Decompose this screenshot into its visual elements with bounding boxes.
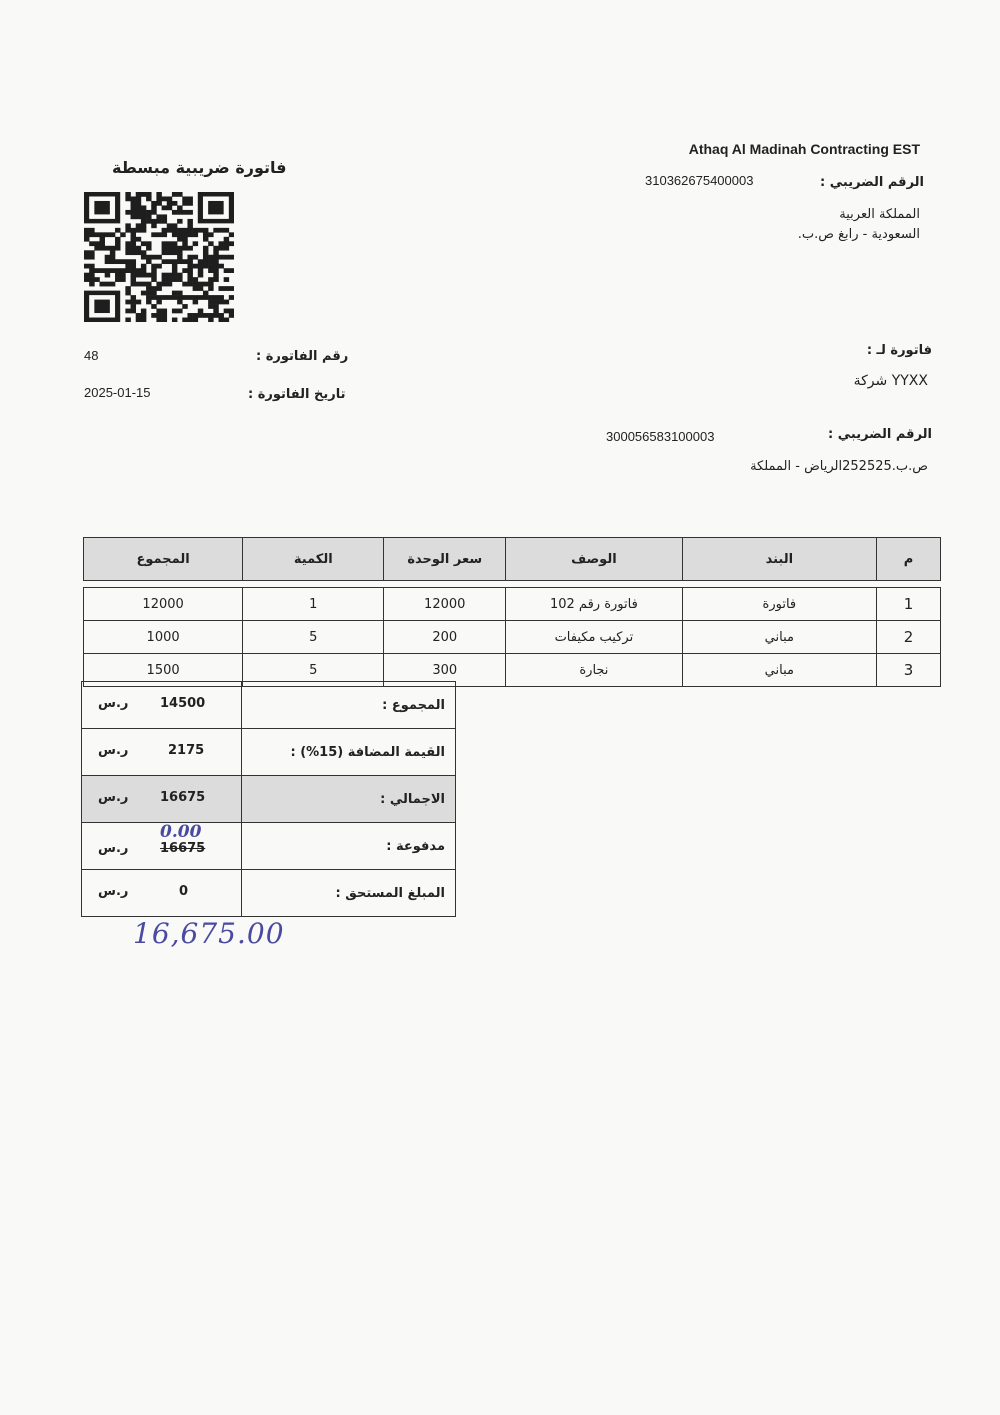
- cell-description: فاتورة رقم 102: [506, 588, 683, 621]
- table-row: [84, 588, 941, 621]
- cell-quantity: 5: [243, 654, 384, 687]
- subtotal-amount: 14500: [160, 696, 206, 711]
- buyer-tax-number: 300056583100003: [606, 429, 715, 444]
- col-header-quantity: الكمية: [243, 538, 384, 581]
- due-amount-cell: [82, 870, 242, 917]
- cell-unit-price: 200: [384, 621, 506, 654]
- due-amount: 0: [179, 884, 189, 899]
- company-name: Athaq Al Madinah Contracting EST: [688, 141, 920, 157]
- cell-unit-price: 12000: [384, 588, 506, 621]
- cell-total: 12000: [84, 588, 243, 621]
- invoice-number: 48: [84, 348, 99, 363]
- cell-index: 2: [876, 621, 940, 654]
- invoice-date-label: تاريخ الفاتورة :: [248, 387, 346, 402]
- cell-description: تركيب مكيفات: [506, 621, 683, 654]
- due-label: المبلغ المستحق :: [241, 870, 455, 917]
- col-header-description: الوصف: [506, 538, 683, 581]
- cell-total: 1000: [84, 621, 243, 654]
- document-title: فاتورة ضريبية مبسطة: [112, 158, 287, 177]
- vat-row: [82, 729, 456, 776]
- currency-label: ر.س: [98, 841, 129, 856]
- table-row: [84, 621, 941, 654]
- currency-label: ر.س: [98, 743, 129, 758]
- items-header-row: [84, 538, 941, 581]
- paid-row: [82, 823, 456, 870]
- subtotal-label: المجموع :: [241, 682, 455, 729]
- cell-item: فاتورة: [682, 588, 876, 621]
- cell-total: 1500: [84, 654, 243, 687]
- cell-index: 3: [876, 654, 940, 687]
- cell-item: مباني: [682, 654, 876, 687]
- col-header-item: البند: [682, 538, 876, 581]
- paid-amount-cell: [82, 823, 242, 870]
- qr-code: [84, 192, 234, 322]
- items-table: [83, 537, 941, 687]
- invoice-number-label: رقم الفاتورة :: [256, 349, 349, 364]
- vat-amount-cell: [82, 729, 242, 776]
- cell-description: نجارة: [506, 654, 683, 687]
- seller-address-line2: السعودية - رابغ ص.ب.: [797, 227, 920, 242]
- buyer-name: YYXX شركة: [853, 373, 928, 389]
- paid-label: مدفوعة :: [241, 823, 455, 870]
- seller-tax-number: 310362675400003: [645, 173, 754, 188]
- currency-label: ر.س: [98, 884, 129, 899]
- due-row: [82, 870, 456, 917]
- seller-tax-label: الرقم الضريبي :: [820, 175, 924, 190]
- cell-unit-price: 300: [384, 654, 506, 687]
- cell-index: 1: [876, 588, 940, 621]
- cell-quantity: 5: [243, 621, 384, 654]
- grand-total-row: [82, 776, 456, 823]
- buyer-tax-label: الرقم الضريبي :: [828, 427, 932, 442]
- invoice-to-label: فاتورة لـ :: [866, 343, 932, 358]
- cell-quantity: 1: [243, 588, 384, 621]
- seller-address-line1: المملكة العربية: [839, 207, 920, 222]
- invoice-date: 2025-01-15: [84, 385, 151, 400]
- col-header-unit-price: سعر الوحدة: [384, 538, 506, 581]
- grand-total-amount: 16675: [160, 790, 206, 805]
- subtotal-amount-cell: [82, 682, 242, 729]
- totals-table: [81, 681, 456, 917]
- grand-total-amount-cell: [82, 776, 242, 823]
- paid-handwritten-amount: 0.00: [160, 822, 202, 842]
- currency-label: ر.س: [98, 790, 129, 805]
- col-header-index: م: [876, 538, 940, 581]
- currency-label: ر.س: [98, 696, 129, 711]
- subtotal-row: [82, 682, 456, 729]
- cell-item: مباني: [682, 621, 876, 654]
- buyer-address: ص.ب.252525الرياض - المملكة: [750, 459, 928, 474]
- vat-amount: 2175: [168, 743, 205, 758]
- handwritten-total: 16,675.00: [133, 917, 285, 950]
- col-header-total: المجموع: [84, 538, 243, 581]
- vat-label: القيمة المضافة (15%) :: [241, 729, 455, 776]
- paid-struck-amount: 16675: [160, 841, 206, 856]
- grand-total-label: الاجمالي :: [241, 776, 455, 823]
